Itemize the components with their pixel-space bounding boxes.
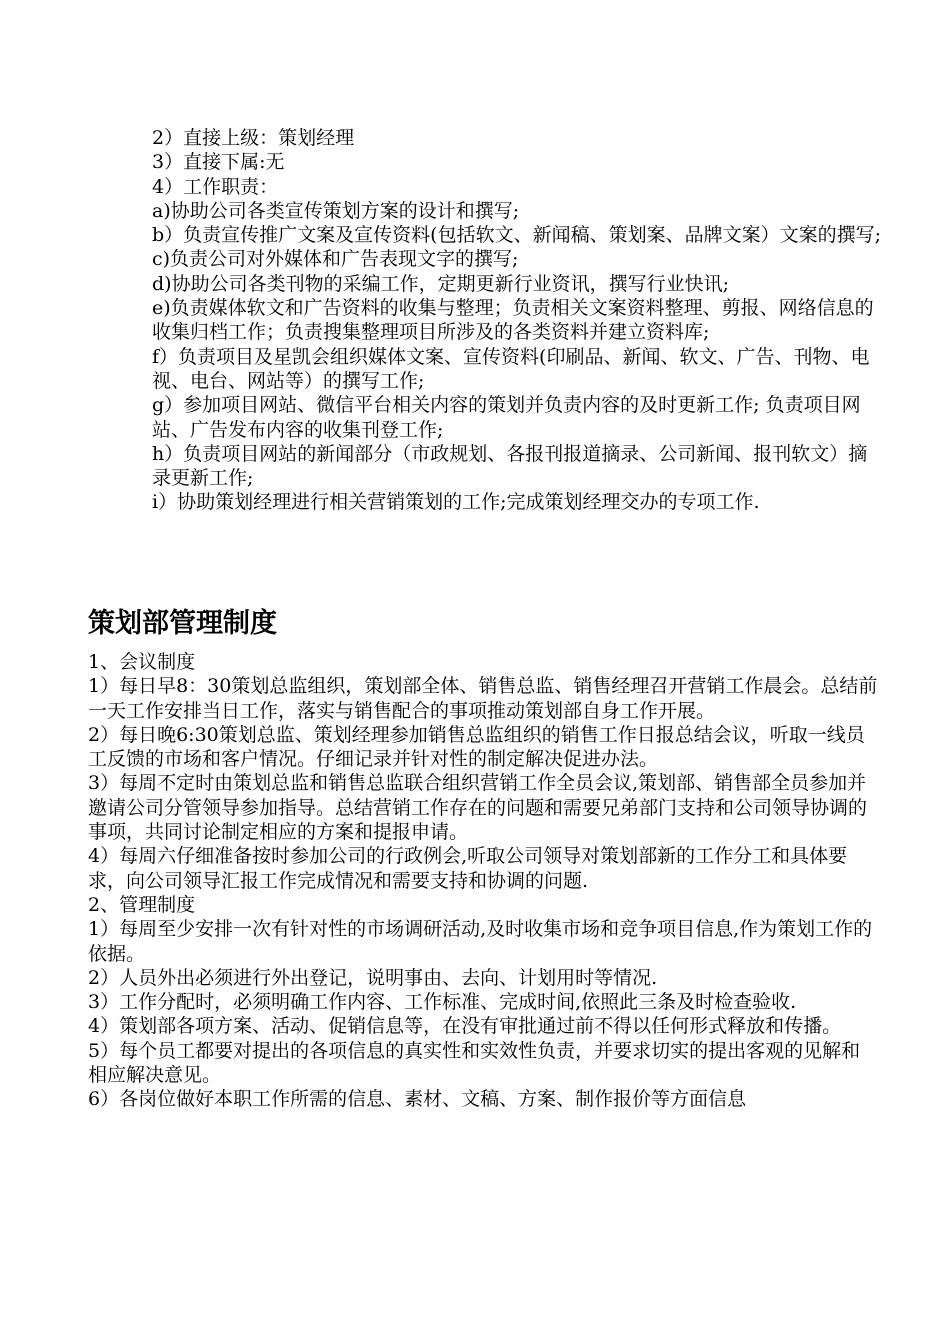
rule-line: 5）每个员工都要对提出的各项信息的真实性和实效性负责，并要求切实的提出客观的见解和相应解决意见。 (88, 1039, 861, 1087)
rule-line: 4）策划部各项方案、活动、促销信息等，在没有审批通过前不得以任何形式释放和传播。 (88, 1015, 842, 1038)
duty-line: a)协助公司各类宣传策划方案的设计和撰写; (152, 199, 520, 222)
duty-line: 3）直接下属:无 (152, 151, 285, 174)
rule-line: 2、管理制度 (88, 893, 196, 916)
rule-line: 2）人员外出必须进行外出登记，说明事由、去向、计划用时等情况. (88, 966, 658, 989)
duty-line: h）负责项目网站的新闻部分（市政规划、各报刊报道摘录、公司新闻、报刊软文）摘录更新工作; (152, 442, 868, 490)
duty-line: g）参加项目网站、微信平台相关内容的策划并负责内容的及时更新工作; 负责项目网站、广告发布内容的收集刊登工作; (152, 394, 861, 441)
duty-line: f）负责项目及星凯会组织媒体文案、宣传资料(印刷品、新闻、软文、广告、刊物、电视、电台、网站等）的撰写工作; (152, 345, 870, 392)
rule-line: 1）每日早8：30策划总监组织，策划部全体、销售总监、销售经理召开营销工作晨会。总结前一天工作安排当日工作，落实与销售配合的事项推动策划部自身工作开展。 (88, 675, 878, 722)
rule-line: 4）每周六仔细准备按时参加公司的行政例会,听取公司领导对策划部新的工作分工和具体要求，向公司领导汇报工作完成情况和需要支持和协调的问题. (88, 845, 848, 892)
job-duties-section (152, 126, 882, 515)
rule-line: 1）每周至少安排一次有针对性的市场调研活动,及时收集市场和竞争项目信息,作为策划工作的依据。 (88, 918, 873, 965)
duty-line: 4）工作职责： (152, 175, 279, 198)
section-heading: 策划部管理制度 (88, 608, 277, 639)
rule-line: 2）每日晚6:30策划总监、策划经理参加销售总监组织的销售工作日报总结会议，听取一线员工反馈的市场和客户情况。仔细记录并针对性的制定解决促进办法。 (88, 723, 865, 771)
rule-line: 6）各岗位做好本职工作所需的信息、素材、文稿、方案、制作报价等方面信息 (88, 1088, 747, 1111)
rule-line: 3）每周不定时由策划总监和销售总监联合组织营销工作全员会议,策划部、销售部全员参加并邀请公司分管领导参加指导。总结营销工作存在的问题和需要兄弟部门支持和公司领导协调的事项，共同讨论制定相应的方案和提报申请。 (88, 772, 868, 844)
management-rules-section (88, 650, 878, 1112)
duty-line: b）负责宣传推广文案及宣传资料(包括软文、新闻稿、策划案、品牌文案）文案的撰写; (152, 224, 881, 247)
duty-line: d)协助公司各类刊物的采编工作，定期更新行业资讯，撰写行业快讯; (152, 272, 729, 295)
duty-line: e)负责媒体软文和广告资料的收集与整理；负责相关文案资料整理、剪报、网络信息的收集归档工作；负责搜集整理项目所涉及的各类资料并建立资料库; (152, 297, 874, 344)
rule-line: 1、会议制度 (88, 651, 196, 673)
duty-line: c)负责公司对外媒体和广告表现文字的撰写; (152, 248, 519, 271)
duty-line: 2）直接上级：策划经理 (152, 127, 355, 149)
duty-line: i）协助策划经理进行相关营销策划的工作;完成策划经理交办的专项工作. (152, 491, 760, 514)
rule-line: 3）工作分配时，必须明确工作内容、工作标准、完成时间,依照此三条及时检查验收. (88, 991, 797, 1014)
